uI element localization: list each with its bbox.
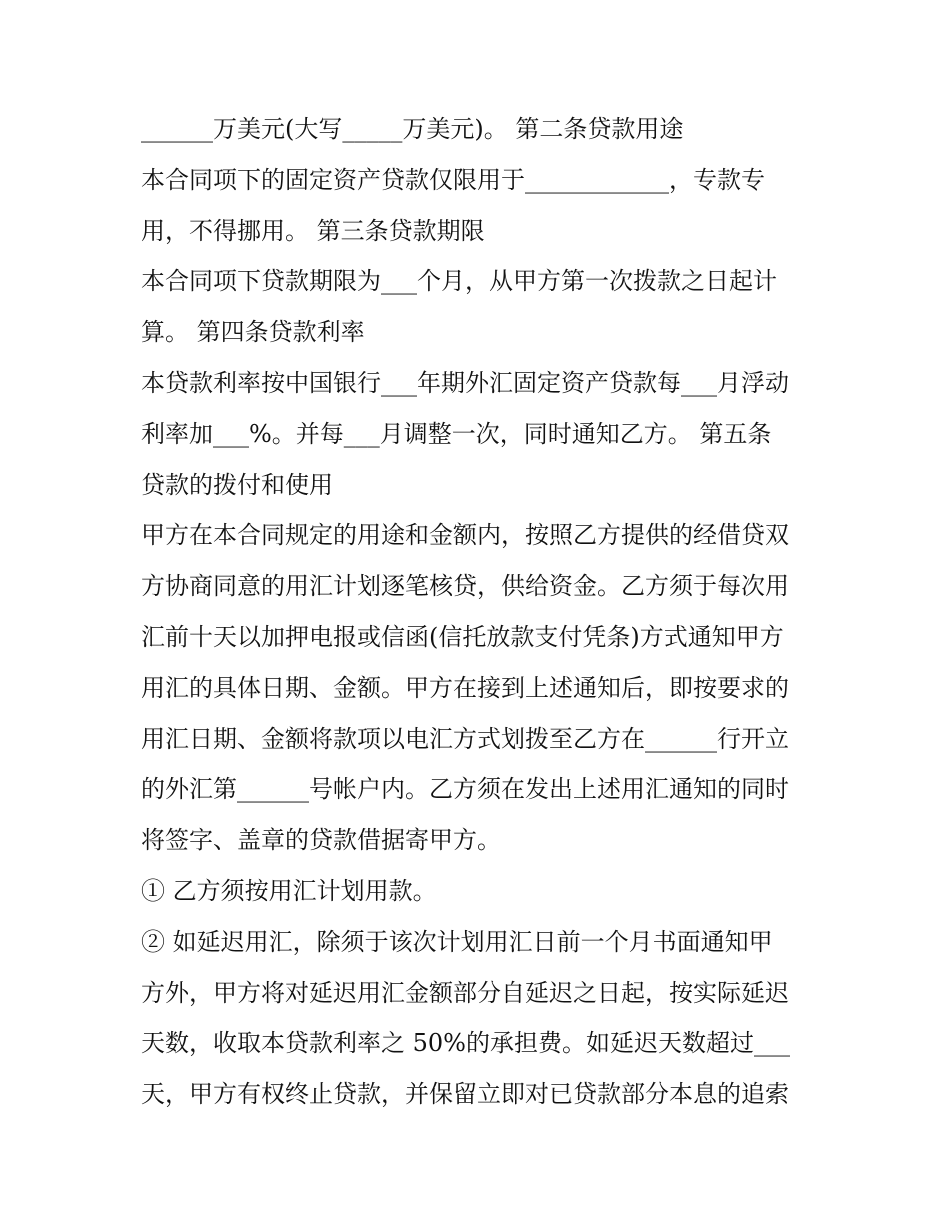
text-line: 用，不得挪用。 第三条贷款期限 — [141, 216, 485, 245]
text-line: 将签字、盖章的贷款借据寄甲方。 — [141, 826, 501, 855]
text-line: 本合同项下贷款期限为___个月，从甲方第一次拨款之日起计 — [141, 267, 777, 296]
text-line: 本贷款利率按中国银行___年期外汇固定资产贷款每___月浮动 — [141, 368, 789, 397]
list-item-1: ① 乙方须按用汇计划用款。 — [141, 876, 437, 905]
list-item-2: ② 如延迟用汇，除须于该次计划用汇日前一个月书面通知甲 — [141, 927, 773, 956]
text-line: 用汇日期、金额将款项以电汇方式划拨至乙方在______行开立 — [141, 724, 789, 753]
text-line: 天，甲方有权终止贷款，并保留立即对已贷款部分本息的追索 — [141, 1080, 789, 1109]
text-line: 方外，甲方将对延迟用汇金额部分自延迟之日起，按实际延迟 — [141, 978, 789, 1007]
text-line: 的外汇第______号帐户内。乙方须在发出上述用汇通知的同时 — [141, 775, 789, 804]
text-line: 天数，收取本贷款利率之 50%的承担费。如延迟天数超过___ — [141, 1029, 790, 1058]
text-line: 利率加___%。并每___月调整一次，同时通知乙方。 第五条 — [141, 419, 772, 448]
text-line: 汇前十天以加押电报或信函(信托放款支付凭条)方式通知甲方 — [141, 622, 784, 651]
text-line: 甲方在本合同规定的用途和金额内，按照乙方提供的经借贷双 — [141, 521, 789, 550]
text-line: 贷款的拨付和使用 — [141, 470, 333, 499]
text-line: 本合同项下的固定资产贷款仅限用于____________，专款专 — [141, 165, 765, 194]
text-line: ______万美元(大写_____万美元)。 第二条贷款用途 — [141, 115, 684, 143]
text-line: 用汇的具体日期、金额。甲方在接到上述通知后，即按要求的 — [141, 673, 789, 702]
contract-text — [141, 104, 821, 1120]
text-line: 算。 第四条贷款利率 — [141, 318, 365, 347]
text-line: 方协商同意的用汇计划逐笔核贷，供给资金。乙方须于每次用 — [141, 572, 789, 601]
